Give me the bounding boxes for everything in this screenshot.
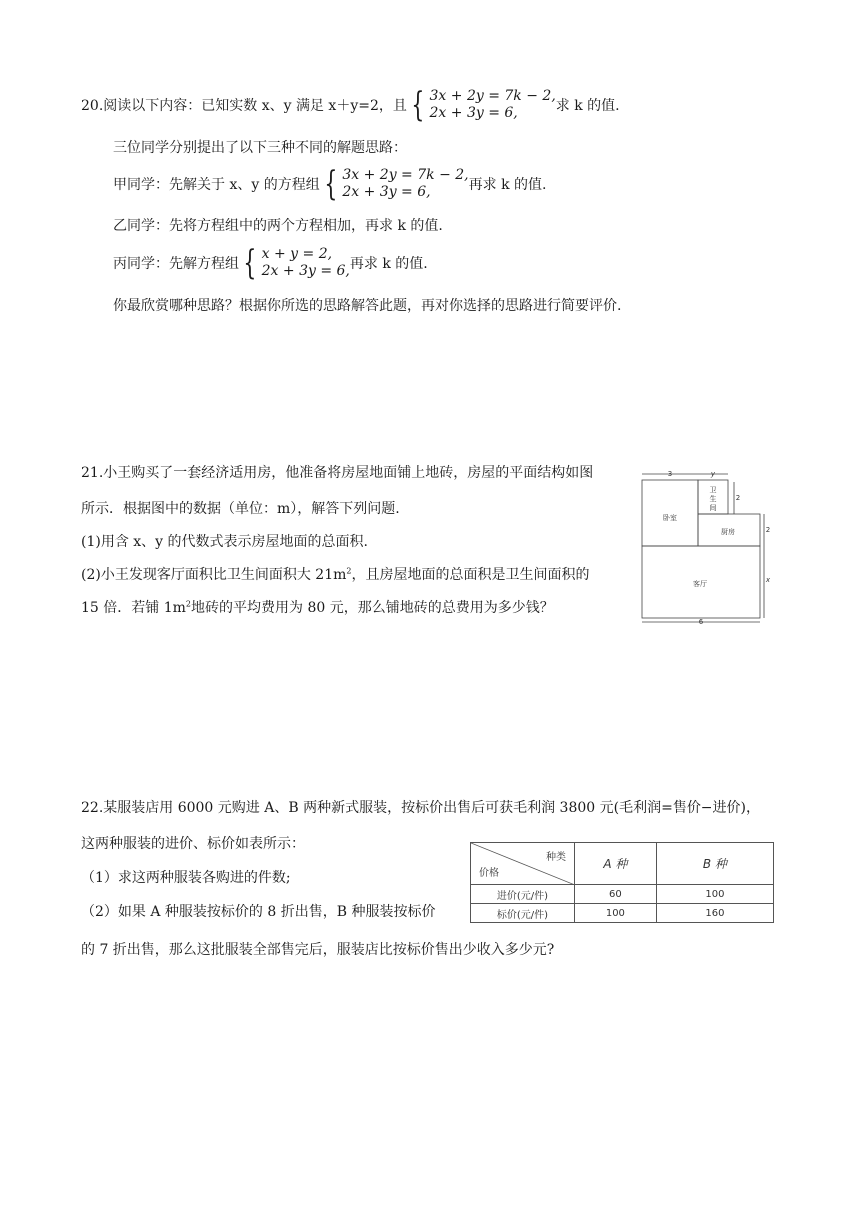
dim-2b-label: 2 — [765, 526, 771, 534]
bedroom-label: 卧室 — [663, 514, 677, 522]
table-corner-bottom: 价格 — [479, 868, 499, 879]
q21-part2 — [81, 564, 589, 584]
q20-equation-system — [407, 85, 556, 125]
q20-bing-text: 丙同学：先解方程组 — [113, 256, 239, 272]
q21-part1: (1)用含 x、y 的代数式表示房屋地面的总面积. — [81, 534, 368, 550]
dim-6-label: 6 — [698, 618, 704, 626]
table-row — [471, 885, 774, 904]
table-cell-b: 160 — [656, 904, 773, 923]
table-corner-cell — [471, 843, 575, 885]
q20-jia-system — [320, 164, 469, 204]
q20-jia-eq1: 3x + 2y = 7k − 2, — [342, 167, 469, 183]
q20-bing-eq1: x + y = 2, — [261, 246, 333, 262]
q20-bing-line — [113, 245, 428, 281]
brace-icon: { — [243, 243, 257, 283]
table-cell-b: 100 — [656, 885, 773, 904]
q21-line1: 21.小王购买了一套经济适用房，他准备将房屋地面铺上地砖，房屋的平面结构如图 — [81, 465, 594, 481]
superscript: 2 — [185, 599, 191, 609]
q22-part2: （2）如果 A 种服装按标价的 8 折出售，B 种服装按标价 — [81, 904, 436, 920]
q20-bing-system — [239, 243, 350, 283]
q20-stem-text: 20.阅读以下内容：已知实数 x、y 满足 x＋y=2，且 — [81, 98, 407, 114]
dim-y-label: y — [710, 470, 716, 478]
table-col-a: A 种 — [574, 843, 656, 885]
q21-part2-text-b: ，且房屋地面的总面积是卫生间面积的 — [351, 567, 590, 583]
superscript: 2 — [346, 566, 352, 576]
brace-icon: { — [411, 85, 425, 125]
q20-eq1: 3x + 2y = 7k − 2, — [429, 88, 556, 104]
q20-stem-tail: 求 k 的值. — [555, 98, 620, 114]
q22-part3: 的 7 折出售，那么这批服装全部售完后，服装店比按标价售出少收入多少元? — [81, 942, 555, 958]
q20-yi-line: 乙同学：先将方程组中的两个方程相加，再求 k 的值. — [113, 218, 443, 234]
floor-plan-diagram — [630, 470, 772, 626]
q20-line1 — [81, 87, 620, 123]
q20-bing-tail: 再求 k 的值. — [349, 256, 428, 272]
q20-jia-text: 甲同学：先解关于 x、y 的方程组 — [113, 177, 320, 193]
q21-part3 — [81, 597, 554, 617]
dim-3-label: 3 — [667, 470, 673, 478]
price-table — [470, 842, 774, 923]
table-col-b: B 种 — [656, 843, 773, 885]
q20-jia-tail: 再求 k 的值. — [468, 177, 547, 193]
bathroom-label-2: 生 — [709, 495, 717, 503]
brace-icon: { — [324, 164, 338, 204]
q20-bing-eq2: 2x + 3y = 6, — [261, 263, 350, 279]
q21-part3-text-b: 地砖的平均费用为 80 元，那么铺地砖的总费用为多少钱？ — [191, 600, 554, 616]
bathroom-label-3: 间 — [709, 504, 717, 512]
q21-part3-text: 15 倍．若铺 1m — [81, 600, 186, 616]
q20-ask: 你最欣赏哪种思路？根据你所选的思路解答此题，再对你选择的思路进行简要评价. — [113, 298, 622, 314]
q21-line2: 所示．根据图中的数据（单位：m），解答下列问题. — [81, 501, 400, 517]
bedroom-room — [642, 480, 698, 546]
q20-intro: 三位同学分别提出了以下三种不同的解题思路： — [113, 140, 407, 156]
table-header-row — [471, 843, 774, 885]
living-room-label: 客厅 — [693, 580, 707, 588]
q22-line1: 22.某服装店用 6000 元购进 A、B 两种新式服装，按标价出售后可获毛利润 3800 元(毛利润=售价−进价)， — [81, 800, 761, 816]
q20-jia-eq2: 2x + 3y = 6, — [342, 184, 431, 200]
q22-part1: （1）求这两种服装各购进的件数; — [81, 870, 291, 886]
bathroom-label-1: 卫 — [709, 486, 717, 494]
table-corner-top: 种类 — [545, 852, 566, 863]
q21-part2-text: (2)小王发现客厅面积比卫生间面积大 21m — [81, 567, 347, 583]
table-row-label: 进价(元/件) — [471, 885, 575, 904]
table-cell-a: 100 — [574, 904, 656, 923]
table-row — [471, 904, 774, 923]
dim-x-label: x — [765, 576, 771, 584]
dim-2a-label: 2 — [735, 494, 741, 502]
q22-line2: 这两种服装的进价、标价如表所示： — [81, 836, 305, 852]
q20-eq2: 2x + 3y = 6, — [429, 105, 518, 121]
kitchen-label: 厨房 — [721, 528, 735, 536]
q20-jia-line — [113, 166, 546, 202]
table-row-label: 标价(元/件) — [471, 904, 575, 923]
table-cell-a: 60 — [574, 885, 656, 904]
